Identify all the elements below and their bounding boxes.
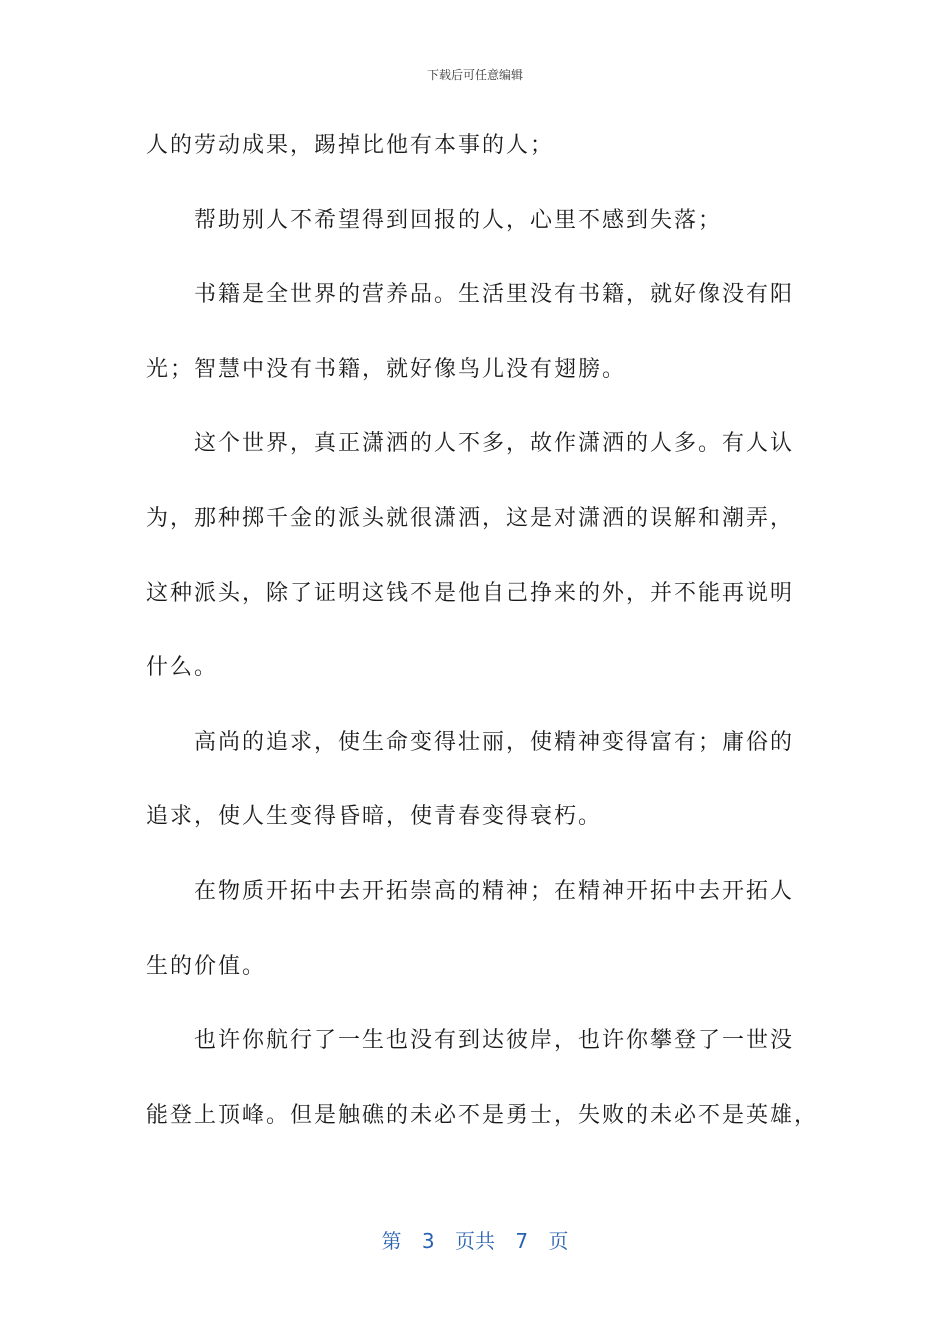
footer-suffix: 页 <box>548 1229 569 1253</box>
text-line: 能登上顶峰。但是触礁的未必不是勇士，失败的未必不是英雄， <box>146 1102 819 1128</box>
footer-prefix: 第 <box>381 1229 402 1253</box>
text-line: 这种派头，除了证明这钱不是他自己挣来的外，并不能再说明 <box>146 580 795 606</box>
text-line: 为，那种掷千金的派头就很潇洒，这是对潇洒的误解和潮弄， <box>146 505 795 531</box>
text-line: 生的价值。 <box>146 953 267 979</box>
text-line: 什么。 <box>146 655 219 681</box>
total-pages-number: 7 <box>515 1229 529 1253</box>
text-line: 这个世界，真正潇洒的人不多，故作潇洒的人多。有人认 <box>194 431 795 457</box>
text-line: 书籍是全世界的营养品。生活里没有书籍，就好像没有阳 <box>194 282 795 308</box>
text-line: 追求，使人生变得昏暗，使青春变得衰朽。 <box>146 804 603 830</box>
text-line: 也许你航行了一生也没有到达彼岸，也许你攀登了一世没 <box>194 1028 795 1054</box>
current-page-number: 3 <box>421 1229 435 1253</box>
text-line: 帮助别人不希望得到回报的人，心里不感到失落； <box>194 207 723 233</box>
footer-middle: 页共 <box>455 1229 495 1253</box>
text-line: 光；智慧中没有书籍，就好像鸟儿没有翅膀。 <box>146 356 627 382</box>
page-footer <box>0 1225 950 1254</box>
text-line: 在物质开拓中去开拓崇高的精神；在精神开拓中去开拓人 <box>194 878 795 904</box>
document-body <box>146 125 819 1169</box>
page-header-note: 下载后可任意编辑 <box>426 68 523 82</box>
text-line: 人的劳动成果，踢掉比他有本事的人； <box>146 133 555 158</box>
text-line: 高尚的追求，使生命变得壮丽，使精神变得富有；庸俗的 <box>194 729 795 755</box>
